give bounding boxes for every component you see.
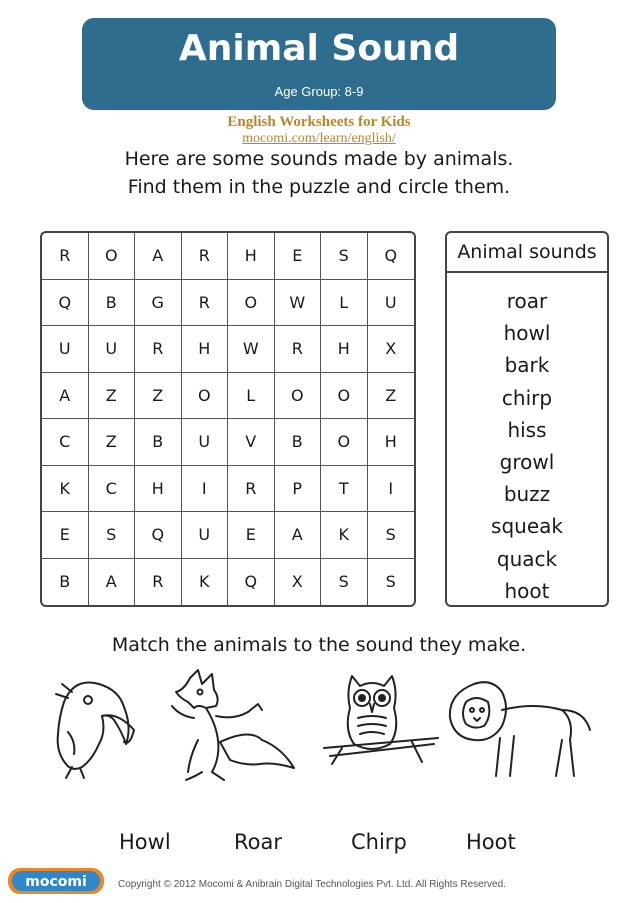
puzzle-cell[interactable]: Q <box>42 280 89 327</box>
lion-icon <box>444 680 594 785</box>
puzzle-cell[interactable]: A <box>89 559 136 606</box>
puzzle-cell[interactable]: U <box>182 512 229 559</box>
puzzle-cell[interactable]: A <box>42 373 89 420</box>
puzzle-cell[interactable]: O <box>275 373 322 420</box>
puzzle-cell[interactable]: I <box>368 466 415 513</box>
animal-sound-item: bark <box>504 353 550 378</box>
puzzle-cell[interactable]: O <box>228 280 275 327</box>
animal-sound-item: quack <box>496 546 558 571</box>
animal-sound-item: roar <box>506 289 548 313</box>
page-title: Animal Sound <box>178 28 460 69</box>
puzzle-cell[interactable]: W <box>275 280 322 327</box>
puzzle-cell[interactable]: X <box>368 326 415 373</box>
puzzle-cell[interactable]: K <box>182 559 229 606</box>
puzzle-cell[interactable]: U <box>368 280 415 327</box>
puzzle-cell[interactable]: Z <box>135 373 182 420</box>
puzzle-cell[interactable]: S <box>321 559 368 606</box>
puzzle-cell[interactable]: I <box>182 466 229 513</box>
animal-sounds-heading: Animal sounds <box>447 233 607 273</box>
animal-sound-item: howl <box>503 321 551 346</box>
puzzle-cell[interactable]: A <box>275 512 322 559</box>
puzzle-cell[interactable]: S <box>89 512 136 559</box>
match-label-roar: Roar <box>234 830 282 854</box>
mocomi-logo <box>6 862 106 898</box>
owl-icon <box>322 668 440 768</box>
animal-sound-item: squeak <box>491 514 563 539</box>
puzzle-cell[interactable]: R <box>275 326 322 373</box>
puzzle-cell[interactable]: B <box>275 419 322 466</box>
puzzle-cell[interactable]: V <box>228 419 275 466</box>
puzzle-cell[interactable]: R <box>135 326 182 373</box>
puzzle-cell[interactable]: C <box>42 419 89 466</box>
wolf-icon <box>150 668 300 786</box>
puzzle-cell[interactable]: O <box>321 419 368 466</box>
puzzle-cell[interactable]: Q <box>135 512 182 559</box>
puzzle-cell[interactable]: B <box>89 280 136 327</box>
animal-sounds-list <box>447 285 607 607</box>
animal-sounds-box <box>445 231 609 607</box>
puzzle-cell[interactable]: R <box>135 559 182 606</box>
match-instruction: Match the animals to the sound they make. <box>111 634 527 656</box>
puzzle-cell[interactable]: H <box>135 466 182 513</box>
puzzle-cell[interactable]: H <box>321 326 368 373</box>
puzzle-cell[interactable]: H <box>228 233 275 280</box>
puzzle-cell[interactable]: H <box>368 419 415 466</box>
puzzle-cell[interactable]: R <box>182 233 229 280</box>
puzzle-cell[interactable]: R <box>228 466 275 513</box>
puzzle-cell[interactable]: S <box>385 572 396 592</box>
animal-sound-item: buzz <box>503 482 551 507</box>
instruction-line-1: Here are some sounds made by animals. <box>124 148 514 170</box>
puzzle-cell[interactable]: Z <box>89 373 136 420</box>
parrot-icon <box>44 672 139 782</box>
puzzle-cell[interactable]: Z <box>89 419 136 466</box>
puzzle-cell[interactable]: Q <box>368 233 415 280</box>
puzzle-cell[interactable]: P <box>275 466 322 513</box>
puzzle-cell[interactable]: O <box>321 373 368 420</box>
word-search-grid <box>40 231 416 607</box>
puzzle-cell[interactable]: X <box>275 559 322 606</box>
puzzle-cell[interactable]: T <box>321 466 368 513</box>
puzzle-cell[interactable]: S <box>321 233 368 280</box>
puzzle-cell[interactable]: A <box>135 233 182 280</box>
puzzle-cell[interactable]: R <box>182 280 229 327</box>
puzzle-cell[interactable]: Q <box>228 559 275 606</box>
puzzle-cell[interactable]: E <box>42 512 89 559</box>
puzzle-cell[interactable]: K <box>42 466 89 513</box>
puzzle-cell[interactable]: E <box>228 512 275 559</box>
puzzle-cell[interactable]: E <box>275 233 322 280</box>
animal-sound-item: growl <box>499 449 555 474</box>
puzzle-cell[interactable]: U <box>182 419 229 466</box>
puzzle-cell[interactable]: L <box>228 373 275 420</box>
puzzle-cell[interactable]: H <box>182 326 229 373</box>
logo-text: mocomi <box>25 874 87 890</box>
puzzle-cell[interactable]: W <box>228 326 275 373</box>
copyright-text: Copyright © 2012 Mocomi & Anibrain Digital Technologies Pvt. Ltd. All Rights Reserved. <box>118 879 506 890</box>
age-group-label: Age Group: 8-9 <box>274 84 364 99</box>
puzzle-cell[interactable]: S <box>368 512 415 559</box>
match-label-howl: Howl <box>119 830 171 854</box>
puzzle-cell[interactable]: B <box>42 559 89 606</box>
animal-sound-item: hiss <box>507 417 547 442</box>
puzzle-cell[interactable]: K <box>321 512 368 559</box>
source-link[interactable]: mocomi.com/learn/english/ <box>242 131 396 146</box>
animal-sound-item: chirp <box>501 385 553 410</box>
puzzle-cell[interactable]: G <box>135 280 182 327</box>
puzzle-cell[interactable]: U <box>42 326 89 373</box>
match-label-chirp: Chirp <box>351 830 407 854</box>
puzzle-cell[interactable]: U <box>89 326 136 373</box>
instruction-line-2: Find them in the puzzle and circle them. <box>127 176 511 198</box>
puzzle-cell[interactable]: Z <box>368 373 415 420</box>
title-banner <box>82 18 556 110</box>
puzzle-cell[interactable]: O <box>89 233 136 280</box>
puzzle-cell[interactable]: O <box>182 373 229 420</box>
worksheet-subtitle: English Worksheets for Kids <box>227 114 411 130</box>
animal-sound-item: hoot <box>504 578 550 603</box>
puzzle-cell[interactable]: R <box>42 233 89 280</box>
puzzle-cell[interactable]: L <box>321 280 368 327</box>
match-label-hoot: Hoot <box>466 830 516 854</box>
puzzle-cell[interactable]: C <box>89 466 136 513</box>
puzzle-cell[interactable]: B <box>135 419 182 466</box>
